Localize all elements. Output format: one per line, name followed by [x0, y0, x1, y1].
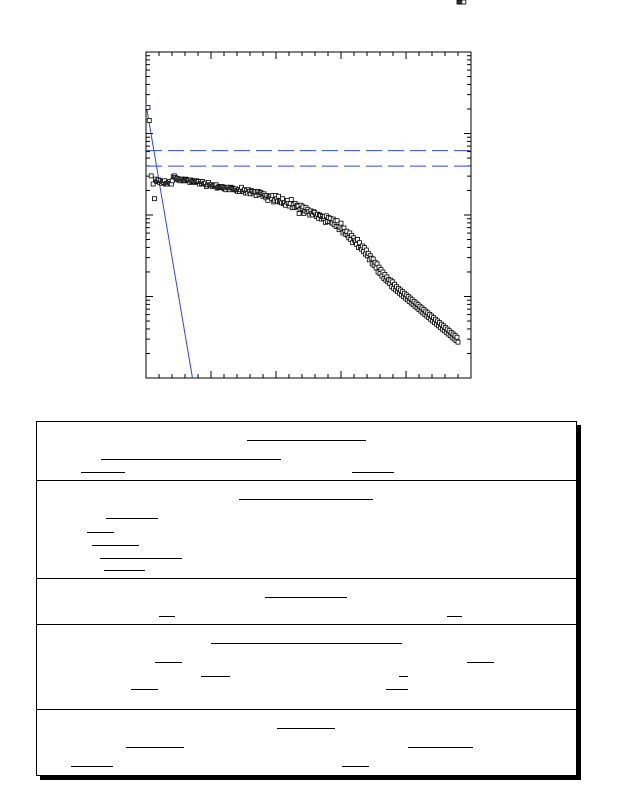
data-point: [146, 105, 150, 109]
data-point: [147, 118, 151, 122]
info-line: [155, 662, 182, 663]
data-point: [335, 219, 339, 223]
info-line: [352, 472, 394, 473]
info-line: [247, 440, 366, 441]
data-point: [277, 194, 281, 198]
info-line: [277, 728, 335, 729]
info-line: [71, 766, 113, 767]
info-line: [92, 545, 139, 546]
info-line: [101, 459, 281, 460]
fit-line: [146, 104, 192, 378]
data-point: [339, 221, 343, 225]
data-point: [281, 197, 285, 201]
info-line: [447, 616, 462, 617]
info-line: [386, 689, 408, 690]
info-line: [211, 643, 402, 644]
info-section-5: [37, 710, 576, 775]
info-line: [81, 472, 125, 473]
info-section-3: [37, 579, 576, 625]
data-point: [152, 197, 156, 201]
info-line: [399, 676, 408, 677]
info-line: [239, 499, 373, 500]
info-line: [408, 747, 473, 748]
data-point: [456, 340, 460, 344]
info-panel: [36, 421, 577, 776]
info-line: [131, 689, 158, 690]
info-line: [159, 616, 175, 617]
info-line: [342, 766, 369, 767]
info-line: [100, 558, 182, 559]
data-point: [149, 174, 153, 178]
info-line: [467, 662, 494, 663]
data-point: [289, 198, 293, 202]
info-line: [104, 570, 145, 571]
reference-lines: [146, 104, 471, 378]
info-line: [201, 676, 230, 677]
info-section-4: [37, 625, 576, 710]
info-line: [106, 518, 158, 519]
data-point: [297, 211, 301, 215]
info-section-1: [37, 422, 576, 481]
data-point: [462, 0, 466, 4]
info-line: [126, 747, 184, 748]
data-point: [455, 335, 459, 339]
info-section-2: [37, 481, 576, 579]
info-line: [87, 532, 114, 533]
info-line: [265, 597, 347, 598]
